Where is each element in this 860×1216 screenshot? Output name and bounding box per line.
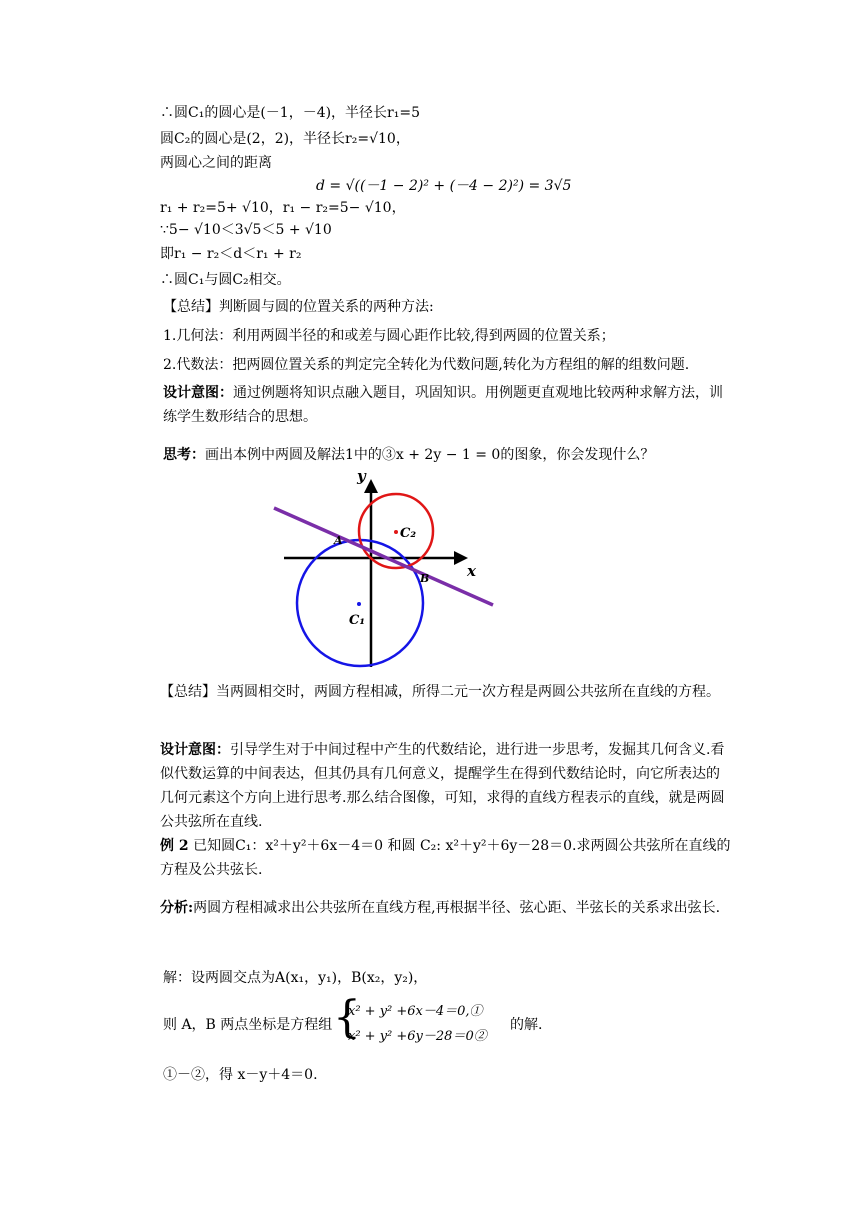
c2-label: C₂ [400, 526, 417, 541]
line-distance-label: 两圆心之间的距离 [160, 155, 272, 171]
system-brace: { [333, 992, 361, 1043]
point-b-label: B [420, 572, 430, 585]
solution-step-2-pre: 则 A，B 两点坐标是方程组 [163, 1017, 333, 1033]
design-intent-2-label: 设计意图： [160, 742, 230, 758]
line-sum-diff: r₁ + r₂=5+ √10，r₁ − r₂=5− √10， [160, 200, 406, 216]
example-2 [160, 834, 732, 882]
line-conclusion: ∴圆C₁与圆C₂相交。 [160, 272, 291, 288]
two-circles-figure [260, 465, 510, 675]
solution-step-3: ①－②，得 x－y＋4＝0. [163, 1067, 318, 1083]
x-axis-label: x [467, 562, 476, 580]
analysis-text: 两圆方程相减求出公共弦所在直线方程,再根据半径、弦心距、半弦长的关系求出弦长. [193, 900, 721, 916]
summary2: 【总结】当两圆相交时，两圆方程相减，所得二元一次方程是两圆公共弦所在直线的方程。 [160, 684, 720, 700]
x-axis-arrow [454, 551, 468, 565]
c1-label: C₁ [349, 613, 366, 628]
design-intent-2 [160, 738, 732, 834]
line-centers-c1: ∴圆C₁的圆心是(－1，－4)，半径长r₁=5 [160, 105, 421, 121]
y-axis-arrow [364, 479, 378, 493]
example-2-text: 已知圆C₁：x²＋y²＋6x－4＝0 和圆 C₂: x²＋y²＋6y－28＝0.求两圆公共弦所在直线的方程及公共弦长. [160, 838, 731, 878]
line-distance-formula: d = √((－1 − 2)² + (－4 − 2)²) = 3√5 [316, 178, 572, 194]
design-intent-text: 通过例题将知识点融入题目，巩固知识。用例题更直观地比较两种求解方法，训练学生数形结合的思想。 [163, 385, 723, 425]
solution-step-1: 解：设两圆交点为A(x₁，y₁)，B(x₂，y₂)， [163, 970, 428, 986]
think-label: 思考： [163, 447, 205, 463]
point-a-label: A [334, 534, 343, 547]
line-inequality: ∵5− √10＜3√5＜5 + √10 [160, 222, 332, 238]
system-eq-2: x² + y² +6y－28＝0② [348, 1029, 487, 1044]
design-intent-2-text: 引导学生对于中间过程中产生的代数结论，进行进一步思考，发掘其几何含义.看似代数运算的中间表达，但其仍具有几何意义，提醒学生在得到代数结论时，向它所表达的几何元素这个方向上进行思考.那么结合图像，可知，求得的直线方程表示的直线，就是两圆公共弦所在直线. [160, 742, 725, 830]
design-intent-label: 设计意图： [163, 385, 233, 401]
summary1-method1: 1.几何法：利用两圆半径的和或差与圆心距作比较,得到两圆的位置关系； [163, 328, 615, 344]
example-2-label: 例 2 [160, 838, 189, 854]
summary1-method2: 2.代数法：把两圆位置关系的判定完全转化为代数问题,转化为方程组的解的组数问题. [163, 357, 690, 373]
analysis-label: 分析: [160, 900, 194, 916]
line-conclusion-ineq: 即r₁ − r₂＜d＜r₁ + r₂ [160, 246, 302, 262]
solution-step-2-post: 的解. [510, 1017, 543, 1033]
analysis [160, 896, 732, 920]
line-centers-c2: 圆C₂的圆心是(2，2)，半径长r₂=√10， [160, 131, 410, 147]
system-eq-1: x² + y² +6x－4＝0,① [348, 1004, 483, 1019]
summary1-heading: 【总结】判断圆与圆的位置关系的两种方法: [163, 299, 434, 315]
think-text: 画出本例中两圆及解法1中的③x + 2y − 1 = 0的图象，你会发现什么？ [205, 447, 655, 463]
center-c1 [357, 602, 361, 606]
think-question [163, 446, 654, 464]
y-axis-label: y [357, 467, 366, 485]
design-intent-1 [163, 381, 733, 429]
center-c2 [394, 530, 398, 534]
